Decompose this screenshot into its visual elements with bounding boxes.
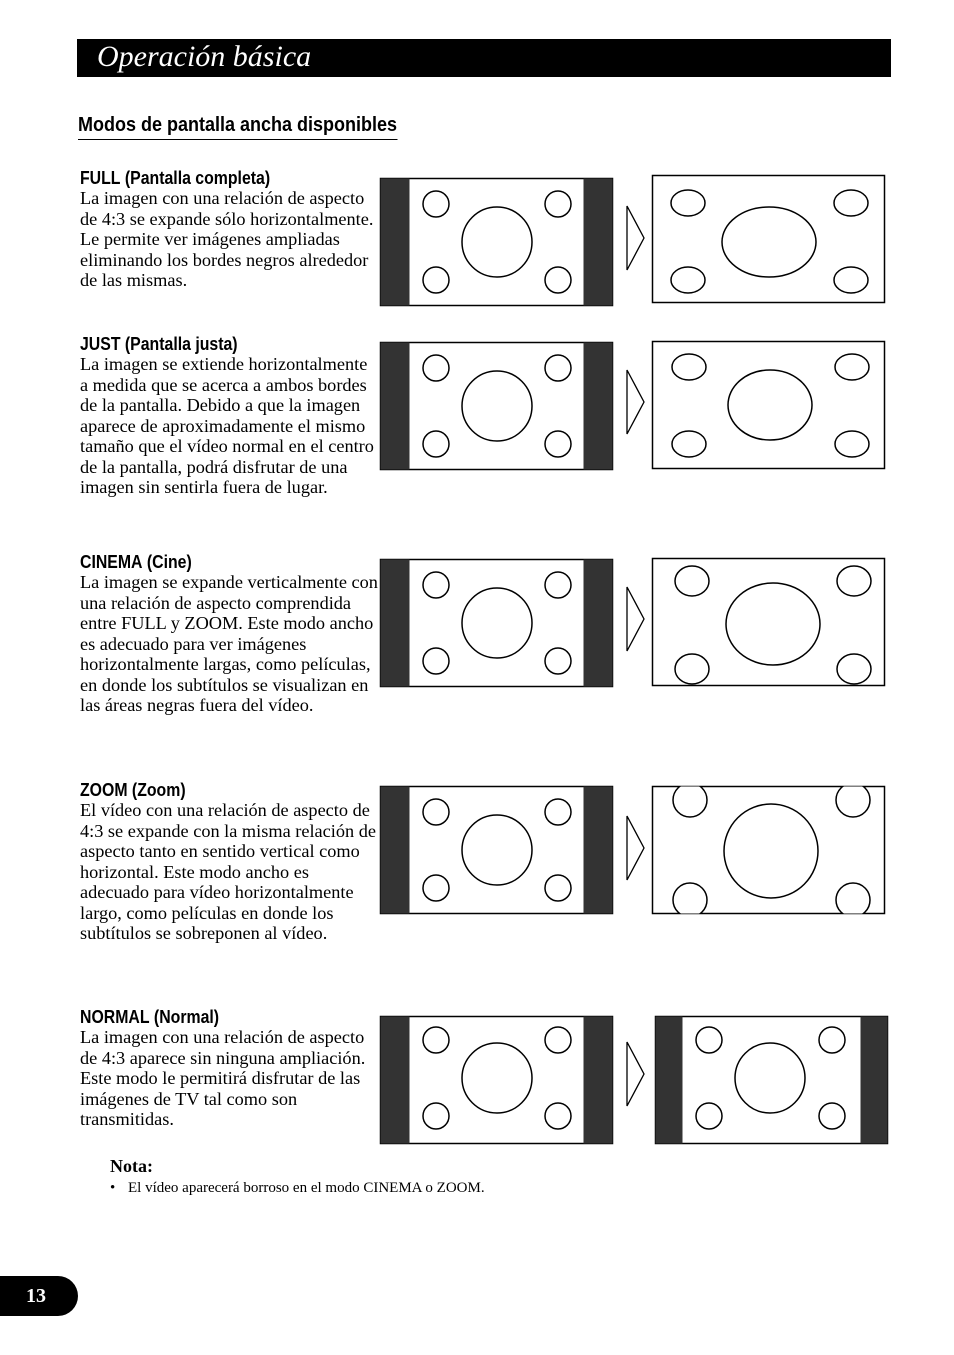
bullet: • (110, 1180, 116, 1196)
mode-subtitle: (Normal) (153, 1007, 220, 1027)
right-arrow-icon (627, 370, 644, 434)
mode-zoom (80, 779, 378, 944)
mode-name: ZOOM (80, 780, 128, 800)
letterboxed-4-3-screen-icon (381, 343, 613, 470)
widescreen-result-icon (653, 559, 885, 686)
mode-heading (80, 1006, 342, 1028)
mode-heading (80, 333, 342, 355)
right-arrow-icon (627, 816, 644, 880)
mode-full (80, 167, 378, 291)
mode-subtitle: (Zoom) (131, 780, 186, 800)
header-bar (77, 39, 891, 77)
normal-mode-figure (378, 1012, 890, 1146)
mode-subtitle: (Pantalla completa) (124, 168, 271, 188)
full-mode-figure (378, 174, 888, 308)
mode-subtitle: (Cine) (146, 552, 192, 572)
letterboxed-4-3-screen-icon (656, 1017, 888, 1144)
mode-name: JUST (80, 334, 121, 354)
zoom-mode-figure (378, 782, 888, 916)
cinema-mode-figure (378, 555, 888, 689)
mode-description: El vídeo con una relación de aspecto de 4:3 se expande con la misma relación de aspecto tanto en sentido vertical como horizontal. Este modo ancho es adecuado para vídeo horizontalmente largo, como películas en donde los subtítulos se sobreponen al vídeo. (80, 800, 376, 943)
mode-heading (80, 551, 342, 573)
mode-heading (80, 779, 342, 801)
note-block (110, 1155, 485, 1198)
letterboxed-4-3-screen-icon (381, 787, 613, 914)
mode-description: La imagen con una relación de aspecto de 4:3 se expande sólo horizontalmente. Le permite ver imágenes ampliadas eliminando los bordes negros alrededor de las mismas. (80, 188, 374, 290)
note-item (110, 1178, 485, 1198)
mode-description: La imagen se expande verticalmente con una relación de aspecto comprendida entre FULL y ZOOM. Este modo ancho es adecuado para ver imágenes horizontalmente largas, como películas, en donde los subtítulos se visualizan en las áreas negras fuera del vídeo. (80, 572, 378, 715)
section-title: Modos de pantalla ancha disponibles (78, 112, 397, 140)
right-arrow-icon (627, 1042, 644, 1106)
mode-heading (80, 167, 342, 189)
mode-name: NORMAL (80, 1007, 150, 1027)
mode-name: CINEMA (80, 552, 143, 572)
letterboxed-4-3-screen-icon (381, 560, 613, 687)
mode-name: FULL (80, 168, 121, 188)
mode-description: La imagen se extiende horizontalmente a medida que se acerca a ambos bordes de la pantalla. Debido a que la imagen aparece de aproximadamente el mismo tamaño que el vídeo normal en el centro de la pantalla, podrá disfrutar de una imagen sin sentirla fuera de lugar. (80, 354, 374, 497)
note-label: Nota: (110, 1156, 153, 1176)
letterboxed-4-3-screen-icon (381, 179, 613, 306)
mode-normal (80, 1006, 378, 1130)
page-header-title: Operación básica (97, 40, 312, 73)
widescreen-result-icon (653, 342, 885, 469)
widescreen-result-icon (653, 176, 885, 303)
right-arrow-icon (627, 587, 644, 651)
letterboxed-4-3-screen-icon (381, 1017, 613, 1144)
right-arrow-icon (627, 206, 644, 270)
note-text: El vídeo aparecerá borroso en el modo CINEMA o ZOOM. (128, 1180, 485, 1196)
mode-description: La imagen con una relación de aspecto de 4:3 aparece sin ninguna ampliación. Este modo le permitirá disfrutar de las imágenes de TV tal como son transmitidas. (80, 1027, 366, 1129)
page-number: 13 (0, 1276, 78, 1316)
mode-cinema (80, 551, 378, 716)
just-mode-figure (378, 338, 888, 472)
widescreen-result-icon (653, 783, 885, 916)
mode-subtitle: (Pantalla justa) (124, 334, 238, 354)
mode-just (80, 333, 378, 498)
